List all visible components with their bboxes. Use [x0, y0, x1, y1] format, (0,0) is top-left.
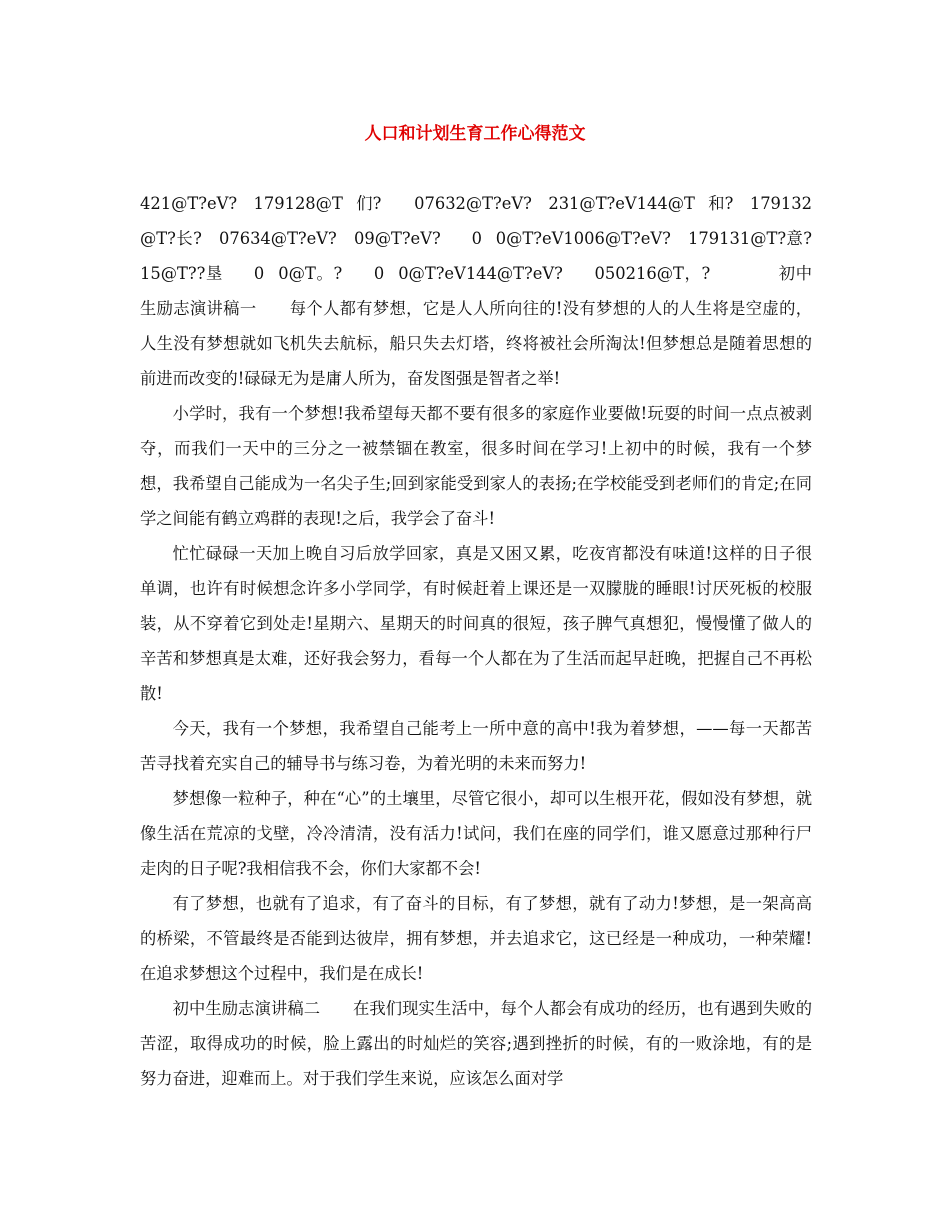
paragraph-2: 小学时，我有一个梦想!我希望每天都不要有很多的家庭作业要做!玩耍的时间一点点被剥夺，而我们一天中的三分之一被禁锢在教室，很多时间在学习!上初中的时候，我有一个梦想，我希望自己能成为一名尖子生;回到家能受到家人的表扬;在学校能受到老师们的肯定;在同学之间能有鹤立鸡群的表现!之后，我学会了奋斗!: [140, 404, 812, 528]
paragraph-5: 梦想像一粒种子，种在“心”的土壤里，尽管它很小，却可以生根开花，假如没有梦想，就像生活在荒凉的戈壁，冷冷清清，没有活力!试问，我们在座的同学们，谁又愿意过那种行尸走肉的日子呢?我相信我不会，你们大家都不会!: [140, 789, 812, 878]
paragraph-4: 今天，我有一个梦想，我希望自己能考上一所中意的高中!我为着梦想，——每一天都苦苦寻找着充实自己的辅导书与练习卷，为着光明的未来而努力!: [140, 719, 812, 773]
document-title: 人口和计划生育工作心得范文: [364, 124, 586, 144]
paragraph-7: 初中生励志演讲稿二 在我们现实生活中，每个人都会有成功的经历，也有遇到失败的苦涩，取得成功的时候，脸上露出的时灿烂的笑容;遇到挫折的时候，有的一败涂地，有的是努力奋进，迎难而上。对于我们学生来说，应该怎么面对学: [140, 999, 812, 1088]
paragraph-1: 421@T?eV? 179128@T 们? 07632@T?eV? 231@T?eV144@T 和? 179132@T?长? 07634@T?eV? 09@T?eV? 0 0@T?eV1006@T?eV? 179131@T?意? 15@T??垦 0 0@T。? 0 0@T?eV144@T?eV? 050216@T，? 初中生励志演讲稿一 每个人都有梦想，它是人人所向往的!没有梦想的人的人生将是空虚的，人生没有梦想就如飞机失去航标，船只失去灯塔，终将被社会所淘汰!但梦想总是随着思想的前进而改变的!碌碌无为是庸人所为，奋发图强是智者之举!: [140, 194, 829, 388]
paragraph-6: 有了梦想，也就有了追求，有了奋斗的目标，有了梦想，就有了动力!梦想，是一架高高的桥梁，不管最终是否能到达彼岸，拥有梦想，并去追求它，这已经是一种成功，一种荣耀!在追求梦想这个过程中，我们是在成长!: [140, 894, 812, 983]
document-body: [140, 186, 829, 1096]
paragraph-3: 忙忙碌碌一天加上晚自习后放学回家，真是又困又累，吃夜宵都没有味道!这样的日子很单调，也许有时候想念许多小学同学，有时候赶着上课还是一双朦胧的睡眼!讨厌死板的校服装，从不穿着它到处走!星期六、星期天的时间真的很短，孩子脾气真想犯，慢慢懂了做人的辛苦和梦想真是太难，还好我会努力，看每一个人都在为了生活而起早赶晚，把握自己不再松散!: [140, 544, 812, 703]
